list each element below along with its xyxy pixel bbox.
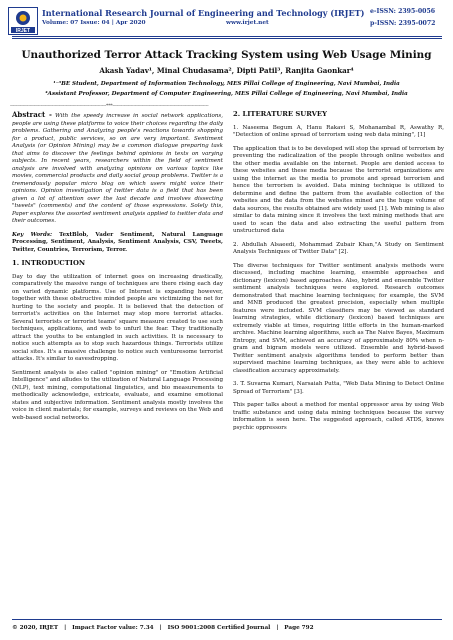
- keywords: [12, 232, 223, 255]
- footer-copyright: © 2020, IRJET: [12, 625, 59, 631]
- affiliation-professor: ⁴Assistant Professor, Department of Computer Engineering, MES Pillai College of Engineering, Navi Mumbai, India: [45, 91, 408, 97]
- reference-3-title: 3. T. Suvarna Kumari, Narsaiah Putta, "Web Data Mining to Detect Online Spread of Terrorism" [3].: [233, 381, 444, 395]
- footer-separator: |: [159, 625, 162, 631]
- footer-separator: |: [276, 625, 279, 631]
- keywords-label: Key Words:: [12, 231, 53, 238]
- volume-issue: Volume: 07 Issue: 04 | Apr 2020: [42, 20, 146, 26]
- intro-paragraph-1: Day to day the utilization of internet goes on increasing drastically, comparatively the massive range of techniques are there rising each day on varied dynamic platforms. Use of Internet is expanding however, together with these obstructive minded people are victimizing the net for hurting to the society and people. It is believed that the detection of terrorist's activities on the Internet may stop more terrorist attacks. Several terrorists or terrorist teams' square measure created to use such techniques, applications, and web to unfurl the fear. They traditionally attract the youths to be entangled in such activities. It is necessary to notice such attempts as to stop such hazardous things. Terrorists utilize social sites. It's a massive challenge to notice such venturesome terrorist attacks. It's similar to eavesdropping.: [12, 273, 223, 362]
- reference-1-body: The application that is to be developed will stop the spread of terrorism by preventing the radicalization of the people through online websites and the other media available on the internet. People are denied access to these websites and these media because the terrorist organizations are using the internet as the media to promote and spread terrorism and hence the terrorism is avoided. Data mining technique is utilized to determine and define the pattern from the available collection of the websites and the data from the websites mined are the huge volume of data sources, the results obtained are widely used [1]. Web mining is also similar to data mining since it involves the text mining methods that are used to scan the data and also extracting the useful pattern from unstructured data: [233, 145, 444, 234]
- reference-3-body: This paper talks about a method for mental oppressor area by using Web traffic substance and using data mining techniques because the survey information is seen here. The suggested approach, called ATDS, knows psychic oppressors: [233, 402, 444, 431]
- paper-authors: Akash Yadav¹, Minal Chudasama², Dipti Patil³, Ranjita Gaonkar⁴: [99, 66, 354, 75]
- header-rule: [12, 36, 442, 37]
- footer-iso: ISO 9001:2008 Certified Journal: [167, 625, 271, 631]
- p-issn: p-ISSN: 2395-0072: [370, 20, 436, 27]
- e-issn: e-ISSN: 2395-0056: [370, 8, 436, 15]
- journal-header: [8, 6, 448, 38]
- footer-page-number: Page 792: [284, 625, 314, 631]
- intro-paragraph-2: Sentiment analysis is also called "opinion mining" or "Emotion Artificial Intelligence" and alludes to the utilization of Natural Language Processing (NLP), text mining, computational linguistics, and bio measurements to methodically acknowledge, extricate, evaluate, and examine emotional states and subjective information. Sentiment analysis mostly involves the voice in client materials; for example, surveys and reviews on the Web and web-based social networks.: [12, 369, 223, 421]
- journal-name: International Research Journal of Engineering and Technology (IRJET): [42, 8, 365, 18]
- left-column: [12, 111, 223, 428]
- journal-website: www.irjet.net: [226, 20, 269, 26]
- header-rule-second: [12, 38, 442, 39]
- svg-text:IRJET: IRJET: [15, 28, 31, 34]
- reference-2-body: The diverse techniques for Twitter sentiment analysis methods were discussed, including machine learning, ensemble approaches and dictionary (lexicon) based approaches. Also, hybrid and ensemble Twitter sentiment analysis techniques were explored. Research outcomes demonstrated that machine learning techniques; for example, the SVM and MNB produced the greatest precision, especially when multiple features were included. SVM classifiers may be viewed as standard learning strategies, while dictionary (lexicon) based techniques are extremely viable at times, requiring little efforts in the human-marked archive. Machine learning algorithms, such as The Naive Bayes, Maximum Entropy, and SVM, achieved an accuracy of approximately 80% when n-gram and bigram models were utilized. Ensemble and hybrid-based Twitter sentiment analysis algorithms tended to perform better than supervised machine learning techniques, as they were able to achieve classification accuracy approximately.: [233, 262, 444, 374]
- page-footer: [12, 625, 442, 631]
- footer-impact-factor: Impact Factor value: 7.34: [72, 625, 154, 631]
- right-column: [233, 111, 444, 438]
- footer-rule: [12, 619, 442, 620]
- introduction-heading: 1. INTRODUCTION: [12, 259, 86, 267]
- footer-separator: |: [64, 625, 67, 631]
- reference-2-title: 2. Abdullah Alsaeedi, Mohammad Zubair Khan,"A Study on Sentiment Analysis Techniques of Twitter Data" [2].: [233, 241, 444, 255]
- section-separator: ---------------------------------------------------------------------***---------------------------------------------------------------------: [10, 103, 209, 109]
- paper-title: Unauthorized Terror Attack Tracking System using Web Usage Mining: [21, 49, 432, 61]
- affiliation-students: ¹⁻³BE Student, Department of Information Technology, MES Pillai College of Engineering, Navi Mumbai, India: [53, 81, 400, 87]
- reference-1-title: 1. Naseema Begum A, Hanu Rakavi S, Mohanambal R, Aswathy R, "Detection of online spread of terrorism using web data mining", [1]: [233, 124, 444, 138]
- irjet-logo-icon: [8, 7, 38, 35]
- abstract: [12, 111, 223, 226]
- abstract-label: Abstract -: [12, 110, 52, 119]
- abstract-text: With the speedy increase in social network applications, people are using these platforms to voice their choices regarding the daily problems. Gathering and Analyzing people's reactions towards shopping for a product, public services, so on are very important. Sentiment Analysis (or Opinion Mining) may be a common dialogue preparing task that aims to discover the feelings behind opinions in texts on varying subjects. In recent years, researchers within the field of sentiment analysis are involved with analyzing opinions on various topics like movies, commercial products and daily social group problems. Twitter is a tremendously popular micro blog on which users might voice their opinions. Opinion investigation of twitter data is a field that has been given a lot of attention over the last decade and involves dissecting "tweets" (comments) and the content of those expressions. Solely this, Paper explores the assorted sentiment analysis applied to twitter data and their outcomes.: [12, 113, 223, 224]
- keywords-text: TextBlob, Vader Sentiment, Natural Language Processing, Sentiment, Analysis, Sentiment Analysis, CSV, Tweets, Twitter, Countries, Terrorism, Terror.: [12, 231, 223, 253]
- literature-survey-heading: 2. LITERATURE SURVEY: [233, 110, 327, 118]
